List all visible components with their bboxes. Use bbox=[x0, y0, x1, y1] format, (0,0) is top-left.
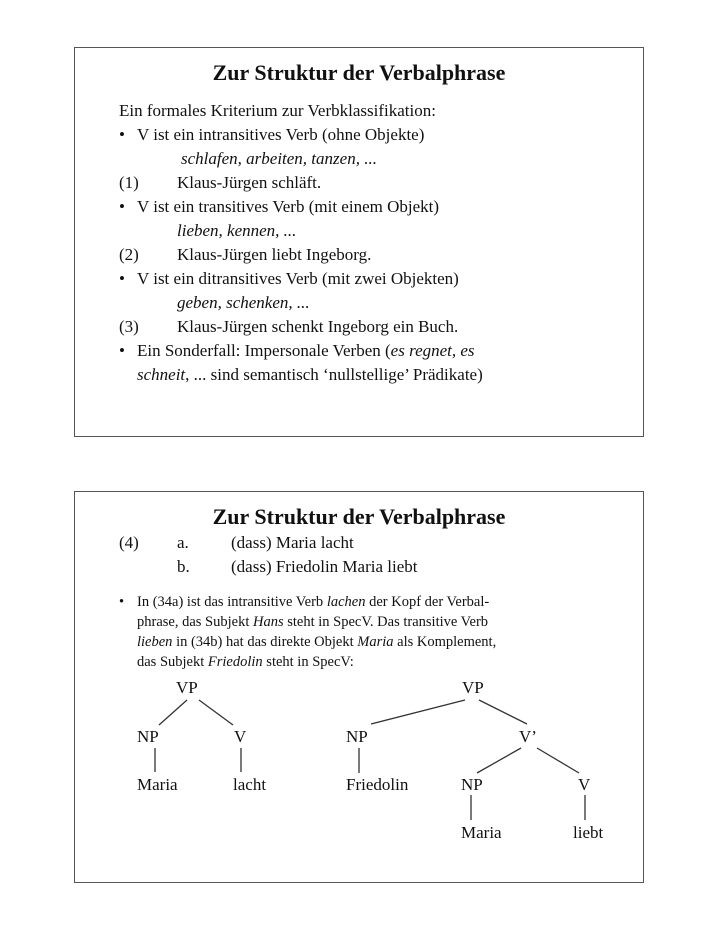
edge-vbar-v bbox=[537, 748, 579, 773]
slide-1-title: Zur Struktur der Verbalphrase bbox=[212, 60, 506, 85]
tree-right-v: V bbox=[578, 775, 591, 794]
bullet-icon: • bbox=[119, 594, 125, 610]
edge-vbar-np bbox=[477, 748, 521, 773]
bullet-icon: • bbox=[119, 341, 125, 360]
tree-right-liebt: liebt bbox=[573, 823, 604, 842]
bullet-icon: • bbox=[119, 269, 125, 288]
example-transitive: lieben, kennen, ... bbox=[177, 221, 297, 240]
bullet-ditransitive: • V ist ein ditransitives Verb (mit zwei Objekten) bbox=[119, 269, 459, 288]
example-intransitive: schlafen, arbeiten, tanzen, ... bbox=[181, 149, 377, 168]
tree-left-vp: VP bbox=[176, 678, 198, 697]
tree-right-np: NP bbox=[346, 727, 368, 746]
slide-1 bbox=[74, 47, 644, 437]
tree-right-maria: Maria bbox=[461, 823, 502, 842]
numbered-example-3: (3) Klaus-Jürgen schenkt Ingeborg ein Buch. bbox=[119, 317, 459, 336]
slide-2-title: Zur Struktur der Verbalphrase bbox=[212, 504, 506, 529]
bullet-icon: • bbox=[119, 125, 125, 144]
edge-vp-np-left bbox=[159, 700, 187, 725]
example-ditransitive: geben, schenken, ... bbox=[177, 293, 310, 312]
tree-right-np2: NP bbox=[461, 775, 483, 794]
tree-left-maria: Maria bbox=[137, 775, 178, 794]
bullet-transitive: • V ist ein transitives Verb (mit einem Objekt) bbox=[119, 197, 440, 216]
bullet-impersonal: • Ein Sonderfall: Impersonale Verben (es regnet, es bbox=[119, 341, 475, 360]
tree-right-vp: VP bbox=[462, 678, 484, 697]
bullet-impersonal-cont: schneit, ... sind semantisch ‘nullstellige’ Prädikate) bbox=[137, 365, 483, 384]
edge-vp-np-right bbox=[371, 700, 465, 724]
tree-right-friedolin: Friedolin bbox=[346, 775, 409, 794]
tree-right-vbar: V’ bbox=[519, 727, 537, 746]
tree-left-lacht: lacht bbox=[233, 775, 267, 794]
syntax-tree-lines bbox=[75, 492, 645, 884]
edge-vp-v-left bbox=[199, 700, 233, 725]
slide-2 bbox=[74, 491, 644, 883]
tree-left-v: V bbox=[234, 727, 247, 746]
para-line-2: phrase, das Subjekt Hans steht in SpecV. Das transitive Verb bbox=[137, 614, 489, 630]
intro-line: Ein formales Kriterium zur Verbklassifikation: bbox=[119, 101, 436, 120]
bullet-icon: • bbox=[119, 197, 125, 216]
tree-left-np: NP bbox=[137, 727, 159, 746]
numbered-example-2: (2) Klaus-Jürgen liebt Ingeborg. bbox=[119, 245, 372, 264]
para-line-1: • In (34a) ist das intransitive Verb lachen der Kopf der Verbal- bbox=[119, 594, 490, 610]
example-4b: b. (dass) Friedolin Maria liebt bbox=[177, 557, 418, 576]
para-line-4: das Subjekt Friedolin steht in SpecV: bbox=[137, 654, 354, 670]
para-line-3: lieben in (34b) hat das direkte Objekt Maria als Komplement, bbox=[137, 634, 497, 650]
edge-vp-vbar bbox=[479, 700, 527, 724]
bullet-intransitive: • V ist ein intransitives Verb (ohne Objekte) bbox=[119, 125, 425, 144]
example-4a: (4) a. (dass) Maria lacht bbox=[119, 533, 354, 552]
numbered-example-1: (1) Klaus-Jürgen schläft. bbox=[119, 173, 322, 192]
